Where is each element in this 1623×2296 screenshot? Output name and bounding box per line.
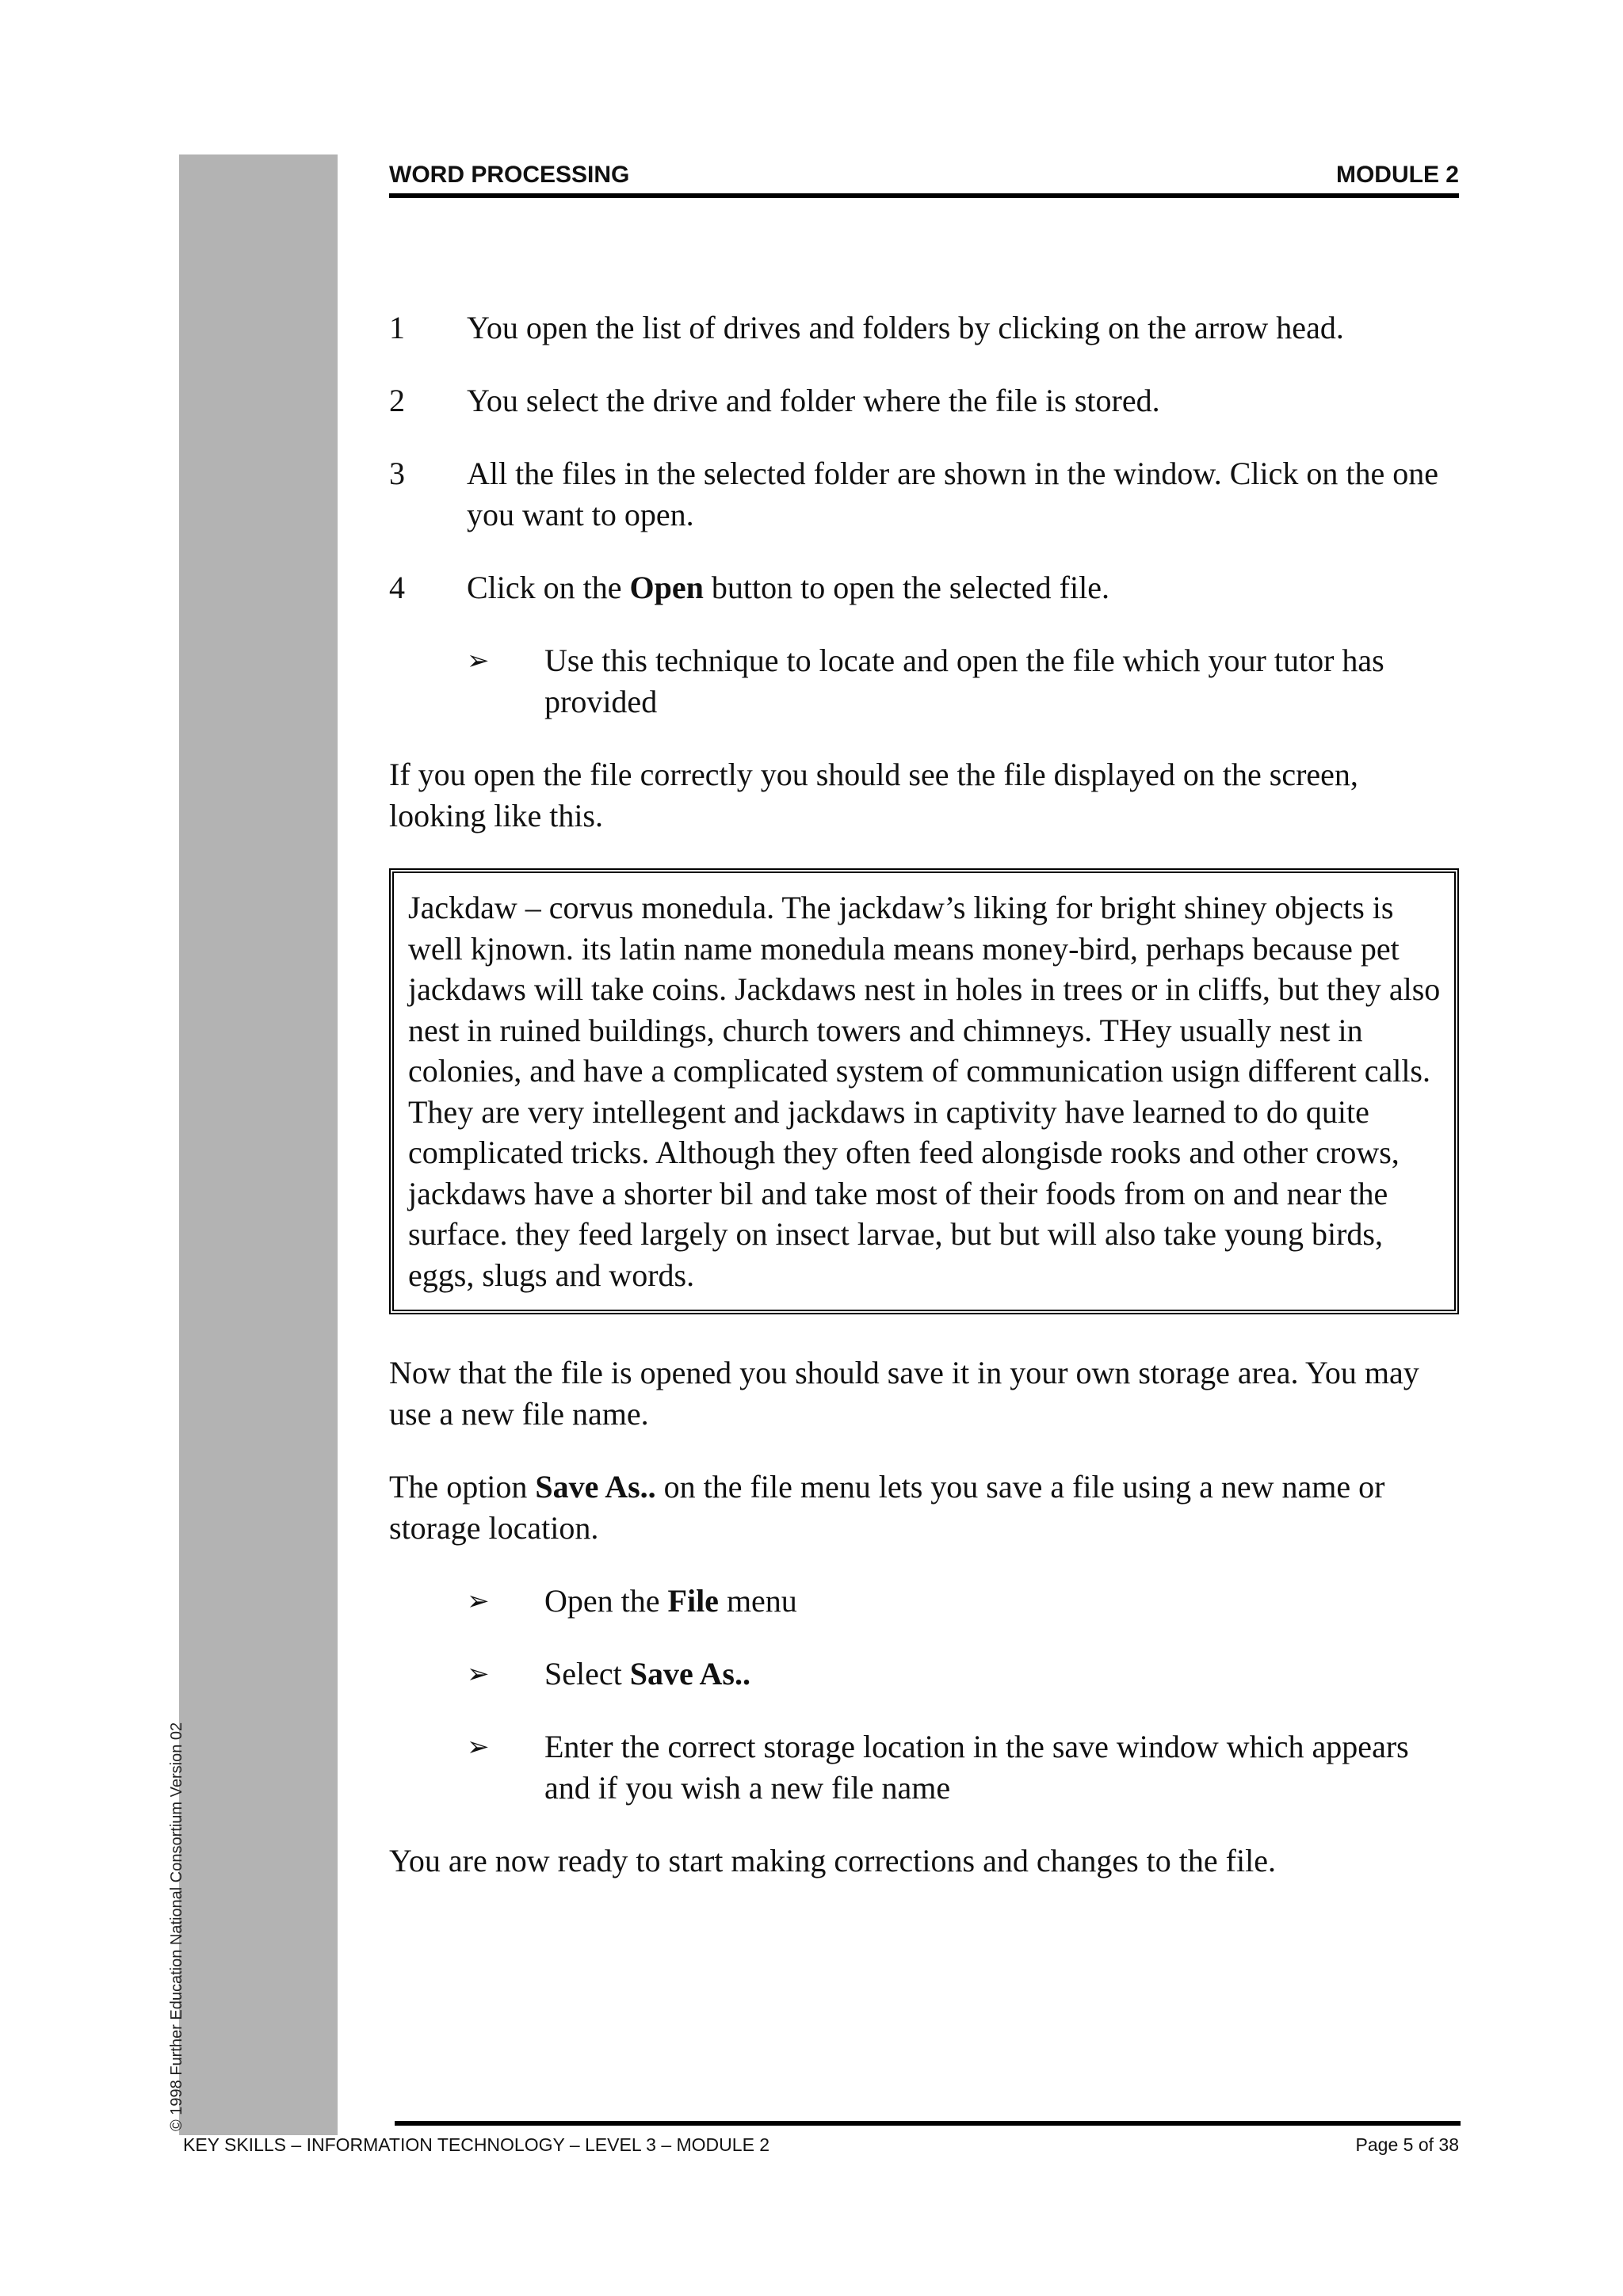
step-text: You open the list of drives and folders by clicking on the arrow head.: [467, 310, 1344, 345]
paragraph: You are now ready to start making corrections and changes to the file.: [389, 1843, 1276, 1878]
step-text: [467, 567, 1459, 608]
step-item: [389, 307, 1459, 349]
step-text: You select the drive and folder where the file is stored.: [467, 383, 1160, 418]
bullet-text-part: Select: [544, 1656, 630, 1691]
bullet-text: [544, 1581, 1459, 1622]
bullet-text-part: menu: [718, 1583, 797, 1619]
save-as-keyword: Save As..: [629, 1656, 750, 1691]
footer-rule: [395, 2121, 1461, 2126]
bullet-text: Use this technique to locate and open the file which your tutor has provided: [544, 643, 1384, 719]
bullet-item: [467, 640, 1459, 723]
footer-course-title: KEY SKILLS – INFORMATION TECHNOLOGY – LEVEL 3 – MODULE 2: [183, 2134, 770, 2155]
header-title: WORD PROCESSING: [389, 162, 630, 188]
header-module: MODULE 2: [1335, 162, 1459, 188]
paragraph: Now that the file is opened you should save it in your own storage area. You may use a new file name.: [389, 1355, 1419, 1432]
paragraph-part: on the file menu lets you save a file using a new name or storage location.: [389, 1469, 1385, 1546]
save-as-keyword: Save As..: [535, 1469, 656, 1505]
paragraph: [389, 1466, 1459, 1549]
paragraph: If you open the file correctly you should see the file displayed on the screen, looking like this.: [389, 757, 1358, 833]
bullet-text-part: Open the: [544, 1583, 668, 1619]
page-footer: [183, 2134, 1459, 2156]
arrow-bullet-icon: ➢: [467, 645, 490, 677]
arrow-bullet-icon: ➢: [467, 1585, 490, 1617]
page-content: [389, 307, 1459, 1913]
page-number: Page 5 of 38: [1355, 2134, 1459, 2155]
step-text-part: Click on the: [467, 570, 630, 605]
step-item: [389, 567, 1459, 608]
step-text: All the files in the selected folder are shown in the window. Click on the one you want to open.: [467, 456, 1438, 532]
bullet-item: [467, 1581, 1459, 1622]
bullet-item: [467, 1726, 1459, 1809]
grey-margin-bar: [179, 154, 338, 2135]
step-item: [389, 380, 1459, 421]
copyright-note: © 1998 Further Education National Consortium Version 02: [168, 1722, 185, 2131]
arrow-bullet-icon: ➢: [467, 1658, 490, 1690]
header-rule: [389, 193, 1459, 198]
bullet-item: [467, 1653, 1459, 1695]
file-keyword: File: [667, 1583, 719, 1619]
bullet-text: Enter the correct storage location in the save window which appears and if you wish a new file name: [544, 1729, 1409, 1806]
page-header: [389, 155, 1459, 189]
step-text-part: button to open the selected file.: [703, 570, 1109, 605]
step-number: 2: [389, 383, 405, 418]
arrow-bullet-icon: ➢: [467, 1731, 490, 1763]
step-number: 1: [389, 310, 405, 345]
paragraph-part: The option: [389, 1469, 536, 1505]
step-item: [389, 453, 1459, 536]
step-number: 4: [389, 570, 405, 605]
open-keyword: Open: [629, 570, 704, 605]
bullet-text: [544, 1653, 1459, 1695]
sample-file-text-box: Jackdaw – corvus monedula. The jackdaw’s liking for bright shiney objects is well kjnown. its latin name monedula means money-bird, perhaps because pet jackdaws will take coins. Jackdaws nest in holes in trees or in cliffs, but they also nest in ruined buildings, church towers and chimneys. THey usually nest in colonies, and have a complicated system of communication usign different calls. They are very intellegent and jackdaws in captivity have learned to do quite complicated tricks. Although they often feed alongisde rooks and other crows, jackdaws have a shorter bil and take most of their foods from on and near the surface. they feed largely on insect larvae, but but will also take young birds, eggs, slugs and words.: [389, 868, 1459, 1314]
step-number: 3: [389, 456, 405, 491]
